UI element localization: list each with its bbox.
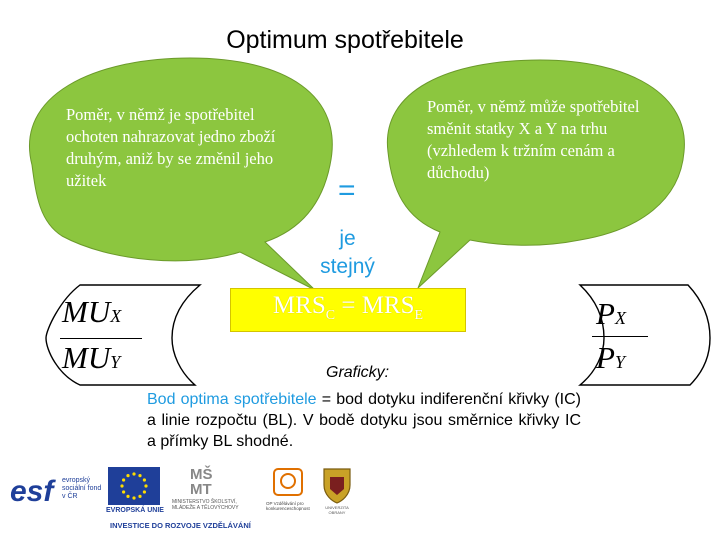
msmt-wordmark: MŠ MT	[190, 466, 213, 498]
msmt-logo	[172, 465, 254, 517]
graficky-label: Graficky:	[326, 364, 390, 381]
mrs-equation	[230, 292, 466, 324]
optimum-description	[147, 389, 581, 452]
eu-stars-icon	[108, 467, 160, 505]
mrs-rhs: MRS	[361, 292, 415, 319]
esf-caption: evropský sociální fond v ČR	[62, 477, 102, 500]
logo-strip	[0, 455, 720, 540]
university-crest	[320, 465, 354, 521]
mrs-lhs: MRS	[272, 292, 326, 319]
university-caption: UNIVERZITA OBRANY	[325, 505, 349, 515]
description-rest: = bod dotyku indiferenční křivky (IC) a linie rozpočtu (BL). V bodě dotyku jsou směrnice křivky IC a přímky BL shodné.	[147, 391, 581, 450]
page-title: Optimum spotřebitele	[226, 26, 464, 54]
left-fraction-numerator: MUX	[62, 294, 122, 329]
investice-tagline: INVESTICE DO ROZVOJE VZDĚLÁVÁNÍ	[110, 521, 251, 530]
op-vk-icon	[266, 467, 312, 501]
right-bubble-text: Poměr, v němž může spotřebitel směnit statky X a Y na trhu (vzhledem k tržním cenám a důchodu)	[427, 97, 640, 182]
equals-sign: =	[338, 174, 356, 207]
op-caption: OP Vzdělávání pro konkurenceschopnost	[266, 501, 310, 511]
eu-flag-logo	[108, 467, 160, 505]
eu-caption: EVROPSKÁ UNIE	[106, 507, 164, 514]
esf-wordmark: esf	[10, 475, 54, 508]
mrs-op: =	[335, 292, 362, 319]
right-fraction-line	[592, 336, 648, 337]
mrs-rhs-sub: E	[414, 308, 424, 323]
stejny-text: stejný	[320, 255, 375, 278]
op-logo	[266, 467, 312, 517]
right-fraction-denominator: PY	[596, 340, 625, 375]
je-text: je	[339, 227, 356, 250]
description-highlight: Bod optima spotřebitele	[147, 391, 317, 408]
university-shield-icon	[320, 465, 354, 505]
left-fraction-denominator: MUY	[62, 340, 121, 375]
left-fraction-line	[60, 338, 142, 339]
left-bubble-text: Poměr, v němž je spotřebitel ochoten nahrazovat jedno zboží druhým, aniž by se změnil jeho užitek	[66, 105, 276, 190]
esf-logo	[10, 469, 100, 517]
right-fraction-numerator: PX	[596, 296, 626, 331]
msmt-caption: MINISTERSTVO ŠKOLSTVÍ, MLÁDEŽE A TĚLOVÝCHOVY	[172, 499, 239, 511]
je-stejny-label	[300, 225, 395, 281]
mrs-lhs-sub: C	[325, 308, 336, 323]
